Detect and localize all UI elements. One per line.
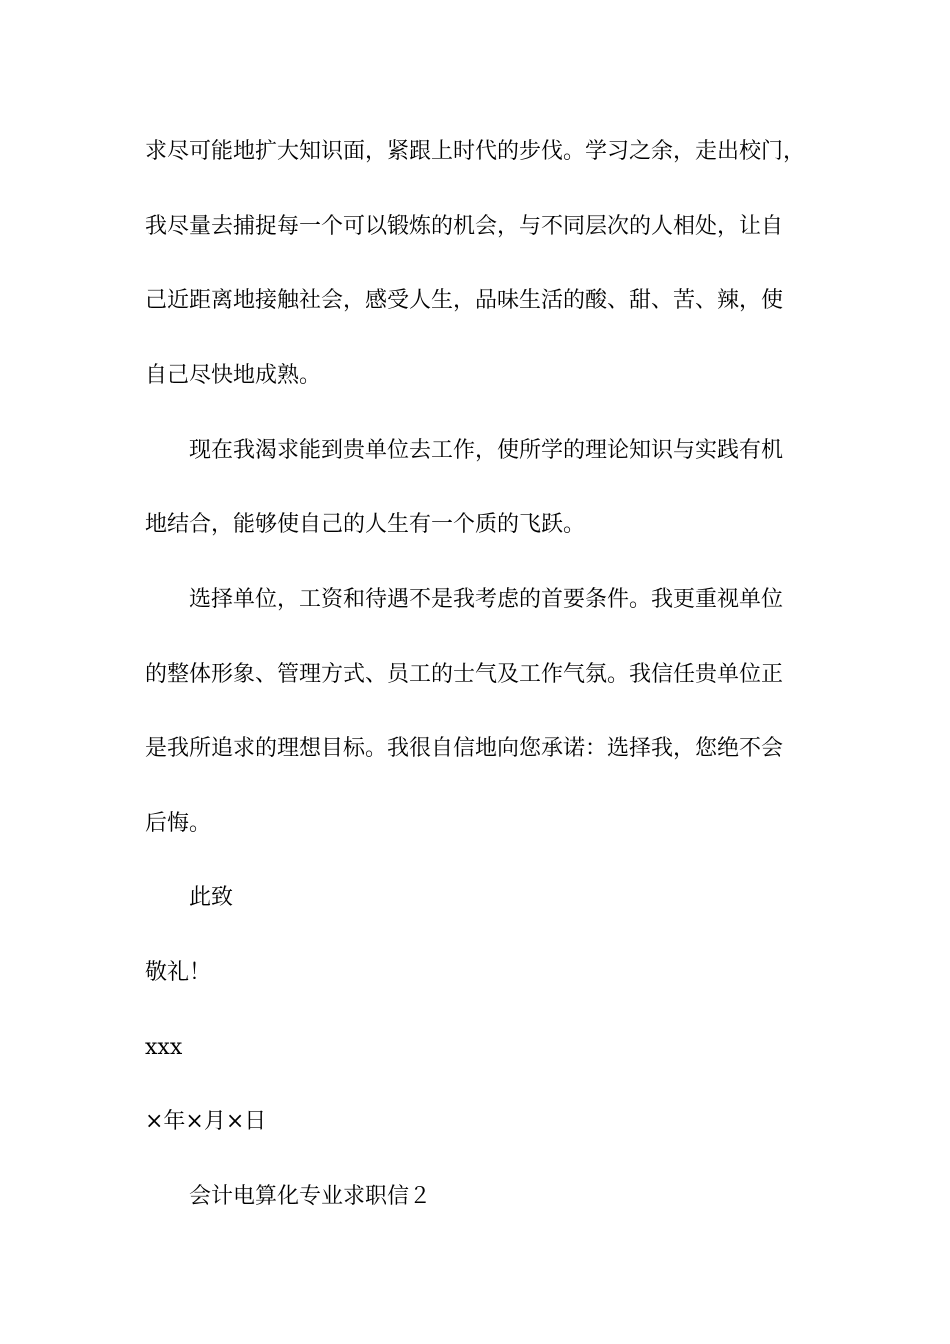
paragraph-line: 求尽可能地扩大知识面，紧跟上时代的步伐。学习之余，走出校门，	[145, 139, 806, 164]
paragraph-line: 选择单位，工资和待遇不是我考虑的首要条件。我更重视单位	[189, 587, 784, 612]
paragraph-line: 现在我渴求能到贵单位去工作，使所学的理论知识与实践有机	[189, 438, 784, 463]
signature-name: xxx	[145, 1035, 183, 1060]
paragraph-line: 自己尽快地成熟。	[145, 363, 322, 388]
section-title: 会计电算化专业求职信２	[189, 1184, 432, 1209]
paragraph-line: 后悔。	[145, 811, 212, 836]
paragraph-line: 的整体形象、管理方式、员工的士气及工作气氛。我信任贵单位正	[145, 662, 784, 687]
paragraph-line: 地结合，能够使自己的人生有一个质的飞跃。	[145, 512, 586, 537]
paragraph-line: 己近距离地接触社会，感受人生，品味生活的酸、甜、苦、辣，使	[145, 288, 784, 313]
closing-regards: 敬礼！	[145, 960, 212, 985]
closing-salutation: 此致	[189, 885, 234, 910]
paragraph-line: 我尽量去捕捉每一个可以锻炼的机会，与不同层次的人相处，让自	[145, 214, 784, 239]
paragraph-line: 是我所追求的理想目标。我很自信地向您承诺：选择我，您绝不会	[145, 736, 784, 761]
signature-date: ×年×月×日	[145, 1109, 267, 1134]
